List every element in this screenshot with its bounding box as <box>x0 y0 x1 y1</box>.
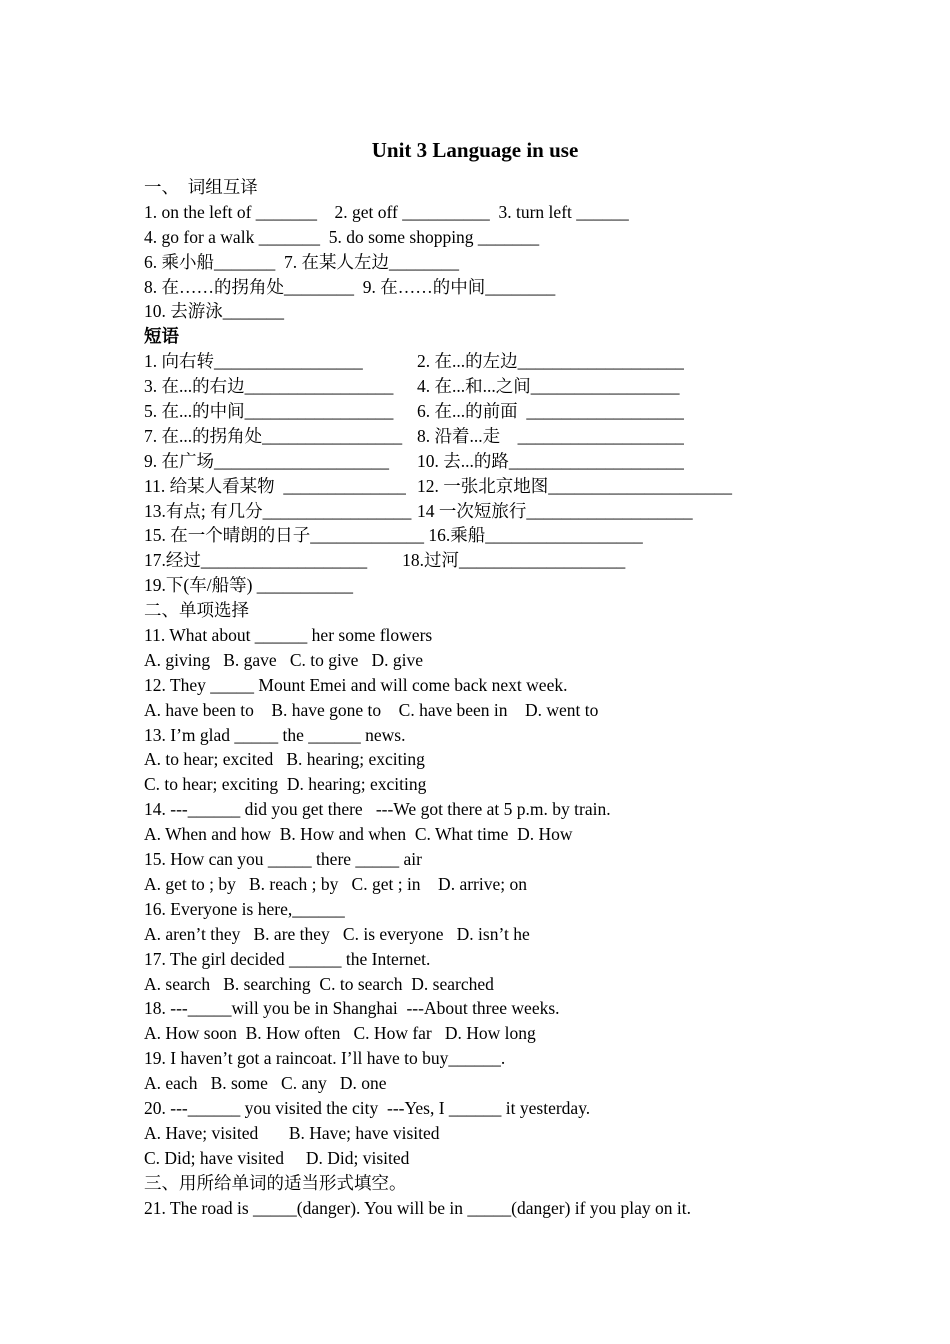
question-line: 11. What about ______ her some flowers <box>144 625 433 646</box>
exercise-line: 1. on the left of _______ 2. get off __________ 3. turn left ______ <box>144 201 629 222</box>
section-heading: 一、 词组互译 <box>144 177 258 197</box>
exercise-line: 6. 乘小船_______ 7. 在某人左边________ <box>144 251 459 272</box>
options-line: A. each B. some C. any D. one <box>144 1073 387 1094</box>
phrase-grid <box>144 349 844 523</box>
phrase-item: 12. 一张北京地图_____________________ <box>417 475 732 496</box>
options-line: C. Did; have visited D. Did; visited <box>144 1147 410 1168</box>
phrase-item: 7. 在...的拐角处________________ <box>144 425 403 446</box>
phrase-item: 8. 沿着...走 ___________________ <box>417 425 684 446</box>
phrase-line: 19.下(车/船等) ___________ <box>144 575 354 596</box>
question-line: 15. How can you _____ there _____ air <box>144 849 422 870</box>
phrase-item: 3. 在...的右边_________________ <box>144 376 394 397</box>
exercise-line: 4. go for a walk _______ 5. do some shopping _______ <box>144 226 540 247</box>
question-line: 12. They _____ Mount Emei and will come back next week. <box>144 674 568 695</box>
phrase-item: 6. 在...的前面 __________________ <box>417 401 684 422</box>
options-line: A. Have; visited B. Have; have visited <box>144 1122 440 1143</box>
exercise-line: 10. 去游泳_______ <box>144 301 284 322</box>
options-line: A. search B. searching C. to search D. searched <box>144 973 494 994</box>
phrase-item: 2. 在...的左边___________________ <box>417 351 684 372</box>
question-line: 14. ---______ did you get there ---We got there at 5 p.m. by train. <box>144 799 611 820</box>
options-line: A. have been to B. have gone to C. have been in D. went to <box>144 699 599 720</box>
phrase-item: 10. 去...的路____________________ <box>417 450 684 471</box>
exercise-line: 8. 在……的拐角处________ 9. 在……的中间________ <box>144 276 556 297</box>
phrase-item: 1. 向右转_________________ <box>144 351 363 372</box>
question-line: 18. ---_____will you be in Shanghai ---About three weeks. <box>144 998 560 1019</box>
section-heading: 二、单项选择 <box>144 600 249 621</box>
options-line: A. How soon B. How often C. How far D. How long <box>144 1023 536 1044</box>
phrase-line: 17.经过___________________ 18.过河___________________ <box>144 550 626 571</box>
phrase-item: 5. 在...的中间_________________ <box>144 401 394 422</box>
phrase-item: 11. 给某人看某物 ______________ <box>144 475 406 496</box>
worksheet-body <box>144 175 844 1220</box>
page-title: Unit 3 Language in use <box>371 138 579 162</box>
options-line: C. to hear; exciting D. hearing; exciting <box>144 774 427 795</box>
question-line: 20. ---______ you visited the city ---Yes, I ______ it yesterday. <box>144 1097 591 1118</box>
options-line: A. get to ; by B. reach ; by C. get ; in D. arrive; on <box>144 873 527 894</box>
options-line: A. aren’t they B. are they C. is everyone D. isn’t he <box>144 923 530 944</box>
phrase-item: 14 一次短旅行___________________ <box>417 500 693 521</box>
options-line: A. to hear; excited B. hearing; exciting <box>144 749 425 770</box>
question-line: 21. The road is _____(danger). You will be in _____(danger) if you play on it. <box>144 1197 691 1218</box>
phrase-item: 9. 在广场____________________ <box>144 450 389 471</box>
question-line: 17. The girl decided ______ the Internet. <box>144 948 431 969</box>
question-line: 13. I’m glad _____ the ______ news. <box>144 724 406 745</box>
section-heading: 三、用所给单词的适当形式填空。 <box>144 1172 407 1193</box>
phrase-item: 4. 在...和...之间_________________ <box>417 376 680 397</box>
question-line: 16. Everyone is here,______ <box>144 898 345 919</box>
section-heading: 短语 <box>144 326 179 347</box>
options-line: A. When and how B. How and when C. What time D. How <box>144 824 573 845</box>
phrase-line: 15. 在一个晴朗的日子_____________ 16.乘船__________________ <box>144 525 643 546</box>
options-line: A. giving B. gave C. to give D. give <box>144 649 424 670</box>
question-line: 19. I haven’t got a raincoat. I’ll have to buy______. <box>144 1048 506 1069</box>
phrase-item: 13.有点; 有几分_________________ <box>144 500 412 521</box>
